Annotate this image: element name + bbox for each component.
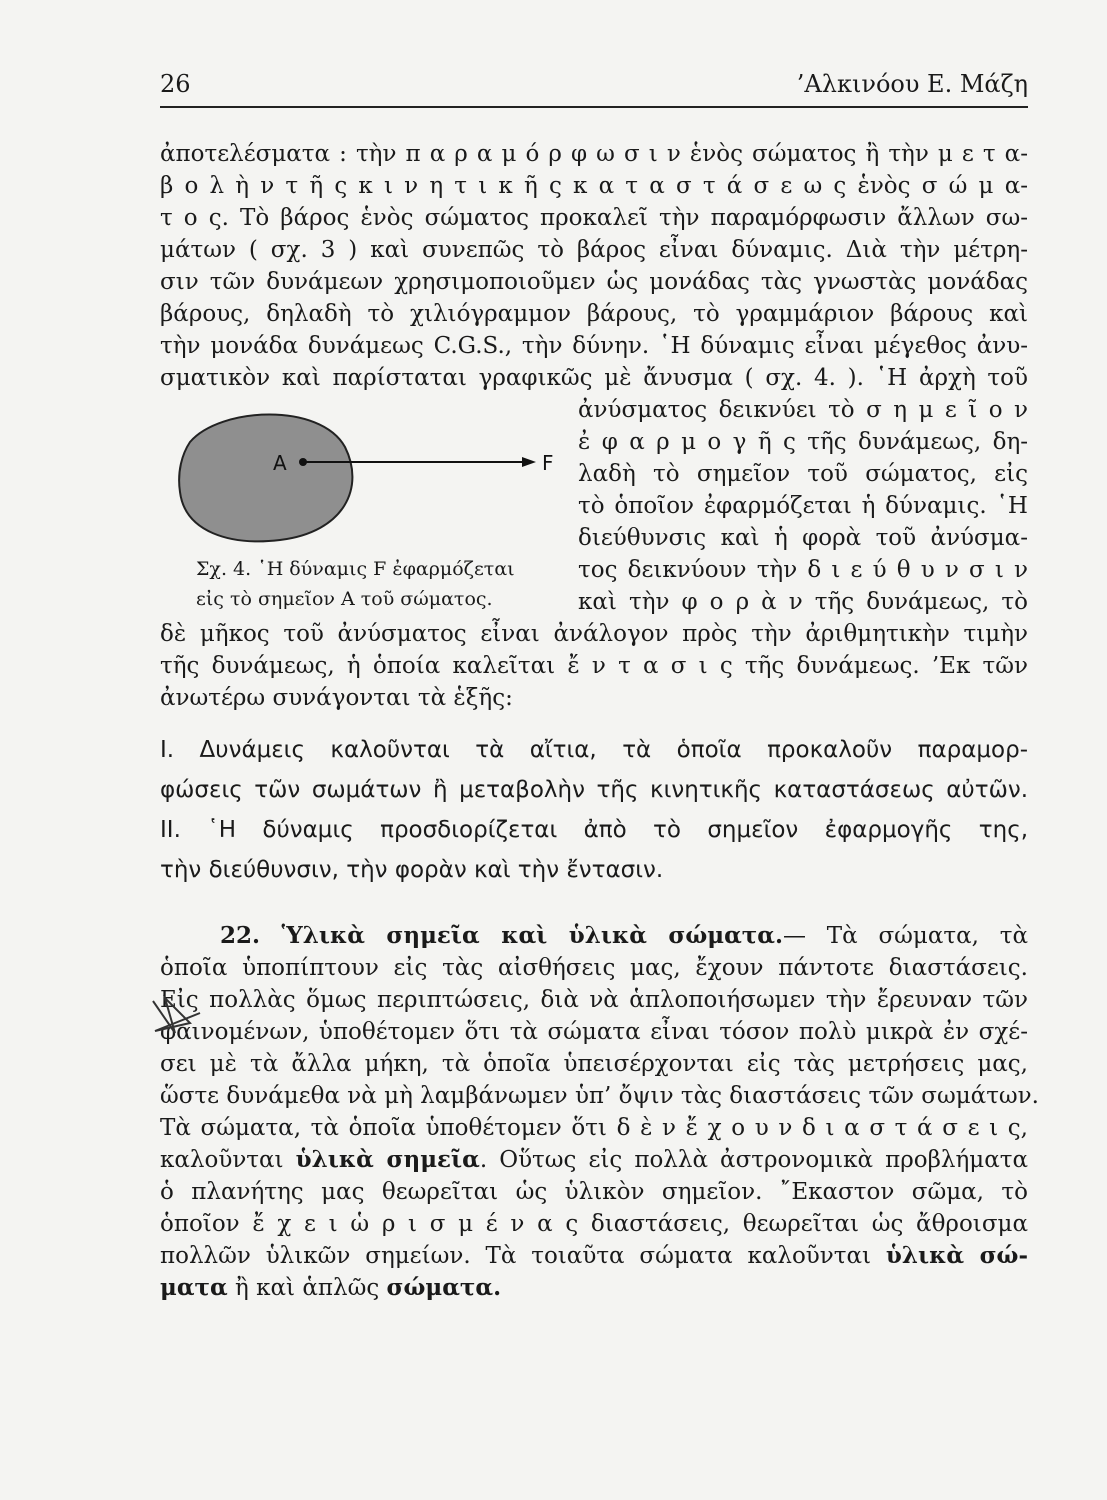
- text-line: ὁποῖα ὑποπίπτουν εἰς τὰς αἰσθήσεις μας, ἔχουν πάντοτε διαστάσεις.: [160, 955, 1028, 981]
- text-span: καλοῦνται: [160, 1147, 296, 1173]
- text-line: ὥστε δυνάμεθα νὰ μὴ λαμβάνωμεν ὑπ’ ὄψιν τὰς διαστάσεις τῶν σωμάτων.: [160, 1083, 1039, 1109]
- text-line: ἀνωτέρω συνάγονται τὰ ἑξῆς:: [160, 685, 513, 711]
- text-line: Εἰς πολλὰς ὅμως περιπτώσεις, διὰ νὰ ἁπλοποιήσωμεν τὴν ἔρευναν τῶν: [160, 987, 1028, 1013]
- figure-block: [160, 394, 1028, 618]
- rule-line: τὴν διεύθυνσιν, τὴν φορὰν καὶ τὴν ἔντασιν.: [160, 857, 664, 883]
- text-line: ὁποῖον ἔ χ ε ι ὡ ρ ι σ μ έ ν α ς διαστάσεις, θεωρεῖται ὡς ἄθροισμα: [160, 1211, 1028, 1237]
- text-line: φαινομένων, ὑποθέτομεν ὅτι τὰ σώματα εἶναι τόσον πολὺ μικρὰ ἐν σχέ-: [160, 1019, 1028, 1045]
- intro-paragraph: [160, 138, 1028, 394]
- section-22: [160, 920, 1039, 1304]
- text-line: [160, 1144, 1028, 1176]
- text-line: ἀποτελέσματα : τὴν π α ρ α μ ό ρ φ ω σ ι ν ἑνὸς σώματος ἢ τὴν μ ε τ α-: [160, 141, 1028, 167]
- page-header: [160, 70, 1028, 108]
- text-line: δὲ μῆκος τοῦ ἀνύσματος εἶναι ἀνάλογον πρὸς τὴν ἀριθμητικὴν τιμὴν: [160, 621, 1028, 647]
- handwritten-mark: [145, 993, 207, 1043]
- caption-line: εἰς τὸ σημεῖον A τοῦ σώματος.: [196, 588, 493, 610]
- text-line: τ ο ς. Τὸ βάρος ἑνὸς σώματος προκαλεῖ τὴν παραμόρφωσιν ἄλλων σω-: [160, 205, 1028, 231]
- page: [160, 70, 1039, 1304]
- bold-term: ὑλικὰ σώ-: [885, 1242, 1028, 1269]
- text-line: σιν τῶν δυνάμεων χρησιμοποιοῦμεν ὡς μονάδας τὰς γνωστὰς μονάδας: [160, 269, 1028, 295]
- force-vector-arrowhead: [522, 457, 536, 467]
- text-line: λαδὴ τὸ σημεῖον τοῦ σώματος, εἰς: [578, 461, 1028, 487]
- rule-line: I. Δυνάμεις καλοῦνται τὰ αἴτια, τὰ ὁποῖα προκαλοῦν παραμορ-: [160, 737, 1028, 763]
- text-line: [160, 1272, 1028, 1304]
- bold-term: ματα: [160, 1274, 228, 1301]
- figure-4: [160, 394, 578, 618]
- body-shape: [179, 415, 352, 542]
- section-heading: 22. Ὑλικὰ σημεῖα καὶ ὑλικὰ σώματα.: [220, 922, 783, 949]
- text-span: ἢ καὶ ἁπλῶς: [227, 1275, 387, 1301]
- bold-term: ὑλικὰ σημεῖα: [295, 1146, 480, 1173]
- text-line: β ο λ ὴ ν τ ῆ ς κ ι ν η τ ι κ ῆ ς κ α τ α σ τ ά σ ε ω ς ἑνὸς σ ώ μ α-: [160, 173, 1028, 199]
- text-line: μάτων ( σχ. 3 ) καὶ συνεπῶς τὸ βάρος εἶναι δύναμις. Διὰ τὴν μέτρη-: [160, 237, 1028, 263]
- text-span: . Οὕτως εἰς πολλὰ ἀστρονομικὰ προβλήματα: [479, 1147, 1028, 1173]
- text-line: τῆς δυνάμεως, ἡ ὁποία καλεῖται ἔ ν τ α σ ι ς τῆς δυνάμεως. ’Εκ τῶν: [160, 653, 1028, 679]
- point-a-label: A: [273, 451, 287, 475]
- figure-caption: [160, 554, 578, 614]
- force-diagram: [160, 402, 578, 552]
- text-line: Τὰ σώματα, τὰ ὁποῖα ὑποθέτομεν ὅτι δ ὲ ν ἔ χ ο υ ν δ ι α σ τ ά σ ε ι ς,: [160, 1115, 1028, 1141]
- section-heading-rest: — Τὰ σώματα, τὰ: [782, 923, 1028, 949]
- rules-list: [160, 730, 1028, 890]
- text-line: σματικὸν καὶ παρίσταται γραφικῶς μὲ ἄνυσμα ( σχ. 4. ). ῾Η ἀρχὴ τοῦ: [160, 365, 1028, 391]
- text-line: βάρους, δηλαδὴ τὸ χιλιόγραμμον βάρους, τὸ γραμμάριον βάρους καὶ: [160, 301, 1028, 327]
- figure-side-text: [578, 394, 1028, 618]
- text-line: τὴν μονάδα δυνάμεως C.G.S., τὴν δύνην. ῾Η δύναμις εἶναι μέγεθος ἀνυ-: [160, 333, 1028, 359]
- text-line: τὸ ὁποῖον ἐφαρμόζεται ἡ δύναμις. ῾Η: [578, 493, 1028, 519]
- text-line: ἀνύσματος δεικνύει τὸ σ η μ ε ῖ ο ν: [578, 397, 1028, 423]
- caption-line: Σχ. 4. ῾Η δύναμις F ἐφαρμόζεται: [196, 558, 515, 580]
- point-f-label: F: [542, 451, 554, 475]
- after-figure-paragraph: [160, 618, 1028, 714]
- running-title: ’Αλκινόου Ε. Μάζη: [796, 70, 1028, 98]
- text-line: ὁ πλανήτης μας θεωρεῖται ὡς ὑλικὸν σημεῖον. ῎Εκαστον σῶμα, τὸ: [160, 1179, 1028, 1205]
- text-line: διεύθυνσις καὶ ἡ φορὰ τοῦ ἀνύσμα-: [578, 525, 1028, 551]
- text-line: [160, 1240, 1028, 1272]
- bold-term: σώματα.: [386, 1274, 502, 1301]
- section-heading-line: [160, 920, 1028, 952]
- text-line: ἐ φ α ρ μ ο γ ῆ ς τῆς δυνάμεως, δη-: [578, 429, 1028, 455]
- text-line: σει μὲ τὰ ἄλλα μήκη, τὰ ὁποῖα ὑπεισέρχονται εἰς τὰς μετρήσεις μας,: [160, 1051, 1028, 1077]
- rule-line: φώσεις τῶν σωμάτων ἢ μεταβολὴν τῆς κινητικῆς καταστάσεως αὐτῶν.: [160, 777, 1028, 803]
- page-number: 26: [160, 70, 191, 98]
- text-line: καὶ τὴν φ ο ρ ὰ ν τῆς δυνάμεως, τὸ: [578, 589, 1028, 615]
- rule-line: II. ῾Η δύναμις προσδιορίζεται ἀπὸ τὸ σημεῖον ἐφαρμογῆς της,: [160, 817, 1028, 843]
- text-span: πολλῶν ὑλικῶν σημείων. Τὰ τοιαῦτα σώματα καλοῦνται: [160, 1243, 886, 1269]
- text-line: τος δεικνύουν τὴν δ ι ε ύ θ υ ν σ ι ν: [578, 557, 1028, 583]
